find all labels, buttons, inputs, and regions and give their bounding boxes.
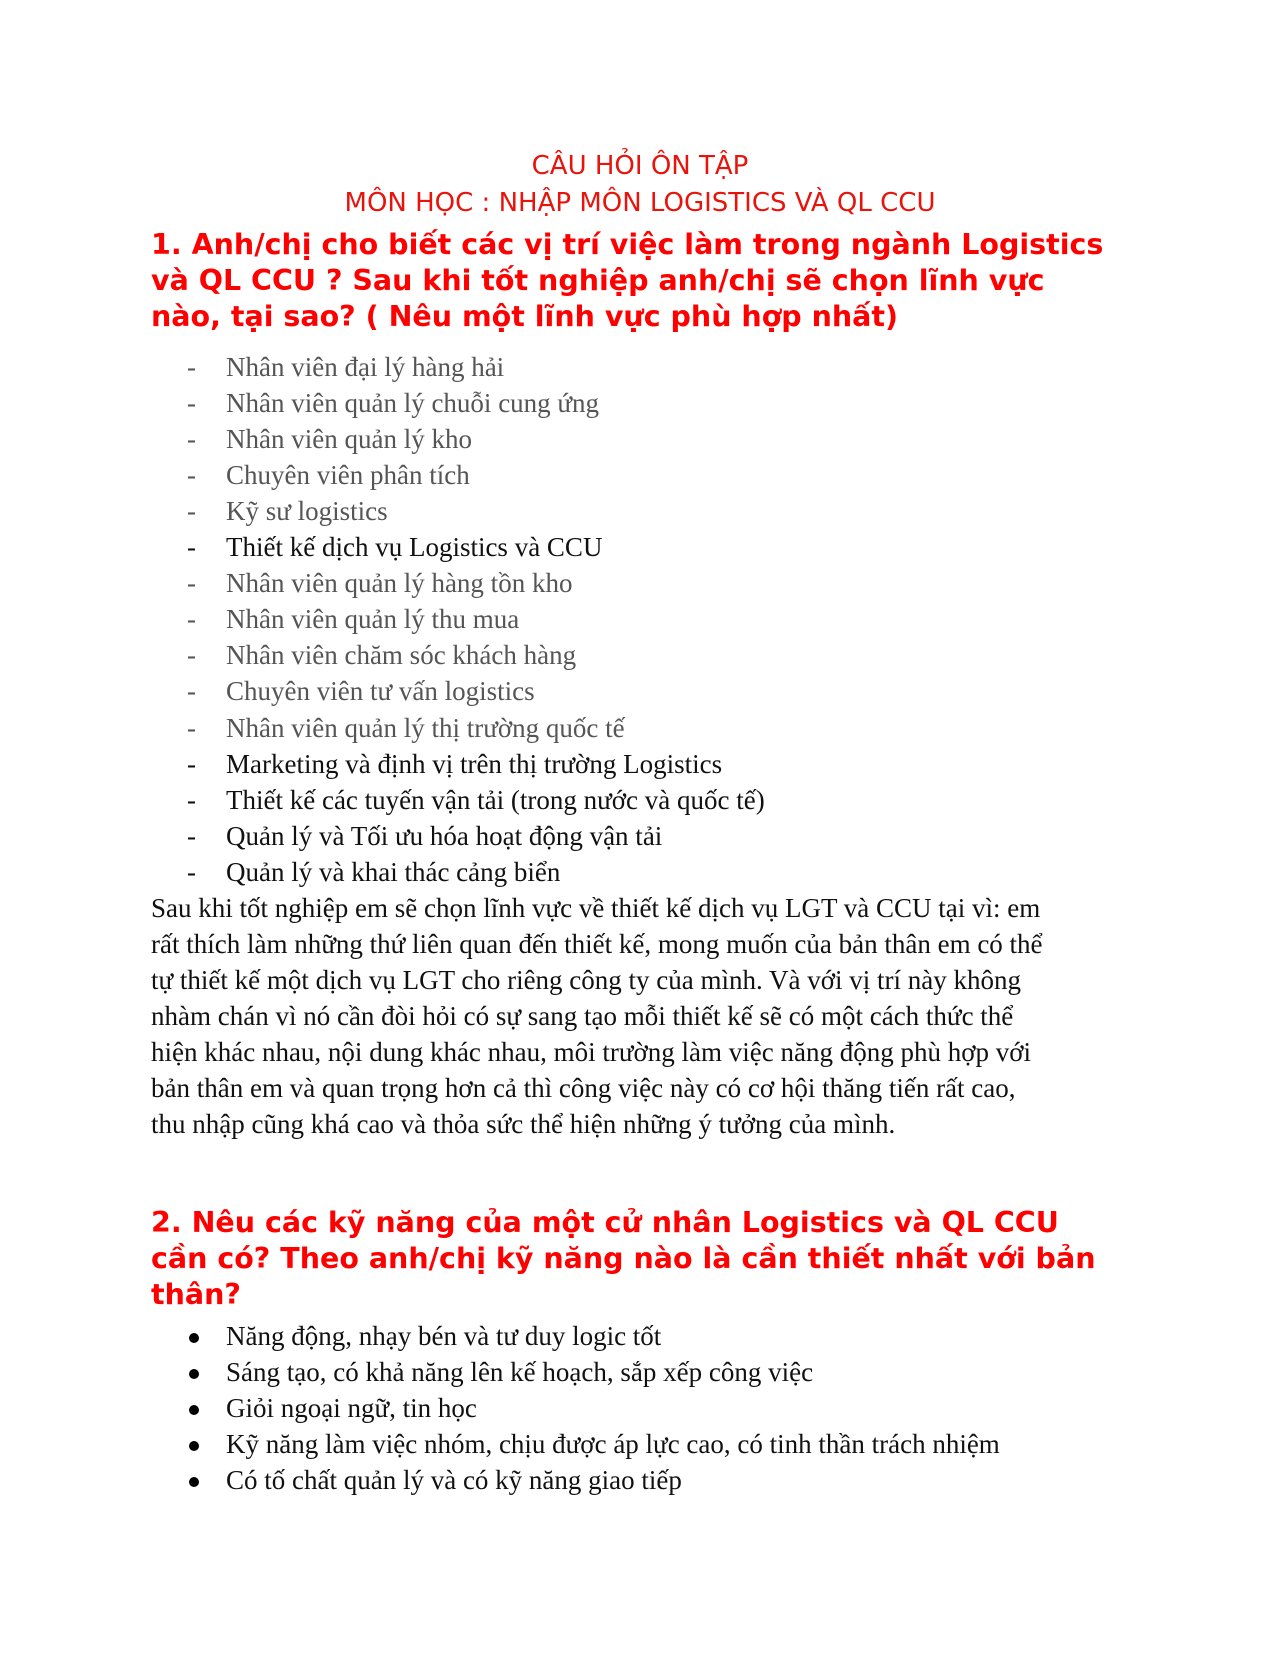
question-2-heading-line-3: thân? — [151, 1278, 241, 1311]
question-1-heading-line-2: và QL CCU ? Sau khi tốt nghiệp anh/chị sẽ chọn lĩnh vực — [151, 264, 1045, 297]
bullet-icon — [189, 1477, 199, 1487]
course-title: MÔN HỌC : NHẬP MÔN LOGISTICS VÀ QL CCU — [344, 188, 936, 218]
answer-paragraph-line: hiện khác nhau, nội dung khác nhau, môi trường làm việc năng động phù hợp với — [151, 1037, 1032, 1067]
question-1-heading-line-1: 1. Anh/chị cho biết các vị trí việc làm trong ngành Logistics — [151, 228, 1104, 261]
answer-paragraph-line: bản thân em và quan trọng hơn cả thì công việc này có cơ hội thăng tiến rất cao, — [151, 1073, 1016, 1103]
bullet-icon — [189, 1441, 199, 1451]
answer-paragraph-line: tự thiết kế một dịch vụ LGT cho riêng công ty của mình. Và với vị trí này không — [151, 965, 1022, 995]
bullet-icon — [189, 1405, 199, 1415]
bullet-icon — [189, 1369, 199, 1379]
question-2-heading-line-1: 2. Nêu các kỹ năng của một cử nhân Logistics và QL CCU — [151, 1206, 1059, 1239]
bullet-icon — [189, 1333, 199, 1343]
document-title: CÂU HỎI ÔN TẬP — [531, 151, 749, 181]
answer-paragraph-line: Sau khi tốt nghiệp em sẽ chọn lĩnh vực về thiết kế dịch vụ LGT và CCU tại vì: em — [151, 893, 1041, 923]
answer-paragraph-line: nhàm chán vì nó cần đòi hỏi có sự sang tạo mỗi thiết kế sẽ có một cách thức thể — [151, 1001, 1014, 1031]
answer-paragraph-line: rất thích làm những thứ liên quan đến thiết kế, mong muốn của bản thân em có thể — [151, 929, 1043, 959]
answer-paragraph-line: thu nhập cũng khá cao và thỏa sức thể hiện những ý tưởng của mình. — [151, 1109, 896, 1139]
question-2-heading-line-2: cần có? Theo anh/chị kỹ năng nào là cần thiết nhất với bản — [151, 1242, 1096, 1275]
document-page: CÂU HỎI ÔN TẬP MÔN HỌC : NHẬP MÔN LOGISTICS VÀ QL CCU 1. Anh/chị cho biết các vị trí việc làm trong ngành Logistics và QL CCU ? Sau khi tốt nghiệp anh/chị sẽ chọn lĩnh vực nào, tại sao? ( Nêu một lĩnh vực phù hợp nhất) - Nhân viên đại lý hàng hải - Nhân viên quản lý chuỗi cung ứng - Nhân viên quản lý kho - Chuyên viên phân tích - Kỹ sư logistics - Thiết kế dịch vụ Logistics và CCU - Nhân viên quản lý hàng tồn kho - Nhân viên quản lý thu mua - Nhân viên chăm sóc khách hàng - Chuyên viên tư vấn logistics - Nhân viên quản lý thị trường quốc tế - Marketing và định vị trên thị trường Logistics - Thiết kế các tuyến vận tải (trong nước và quốc tế) - Quản lý và Tối ưu hóa hoạt động vận tải - Quản lý và khai thác cảng biển Sau khi tốt nghiệp em sẽ chọn lĩnh vực về thiết kế dịch vụ LGT và CCU tại vì: em rất thích làm những thứ liên quan đến thiết kế, mong muốn của bản thân em có thể tự thiết kế một dịch vụ LGT cho riêng công ty của mình. Và với vị trí này không nhàm chán vì nó cần đòi hỏi có sự sang tạo mỗi thiết kế sẽ có một cách thức thể hiện khác nhau, nội dung khác nhau, môi trường làm việc năng động phù hợp với bản thân em và quan trọng hơn cả thì công việc này có cơ hội thăng tiến rất cao, thu nhập cũng khá cao và thỏa sức thể hiện những ý tưởng của mình. 2. Nêu các kỹ năng của một cử nhân Logistics và QL CCU cần có? Theo anh/chị kỹ năng nào là cần thiết nhất với bản thân? Năng động, nhạy bén và tư duy logic tốt Sáng tạo, có khả năng lên kế hoạch, sắp xếp công việc Giỏi ngoại ngữ, tin học Kỹ năng làm việc nhóm, chịu được áp lực cao, có tinh thần trách nhiệm Có tố chất quản lý và có kỹ năng giao tiếp — [0, 0, 1280, 1656]
question-1-heading-line-3: nào, tại sao? ( Nêu một lĩnh vực phù hợp nhất) — [151, 300, 899, 333]
